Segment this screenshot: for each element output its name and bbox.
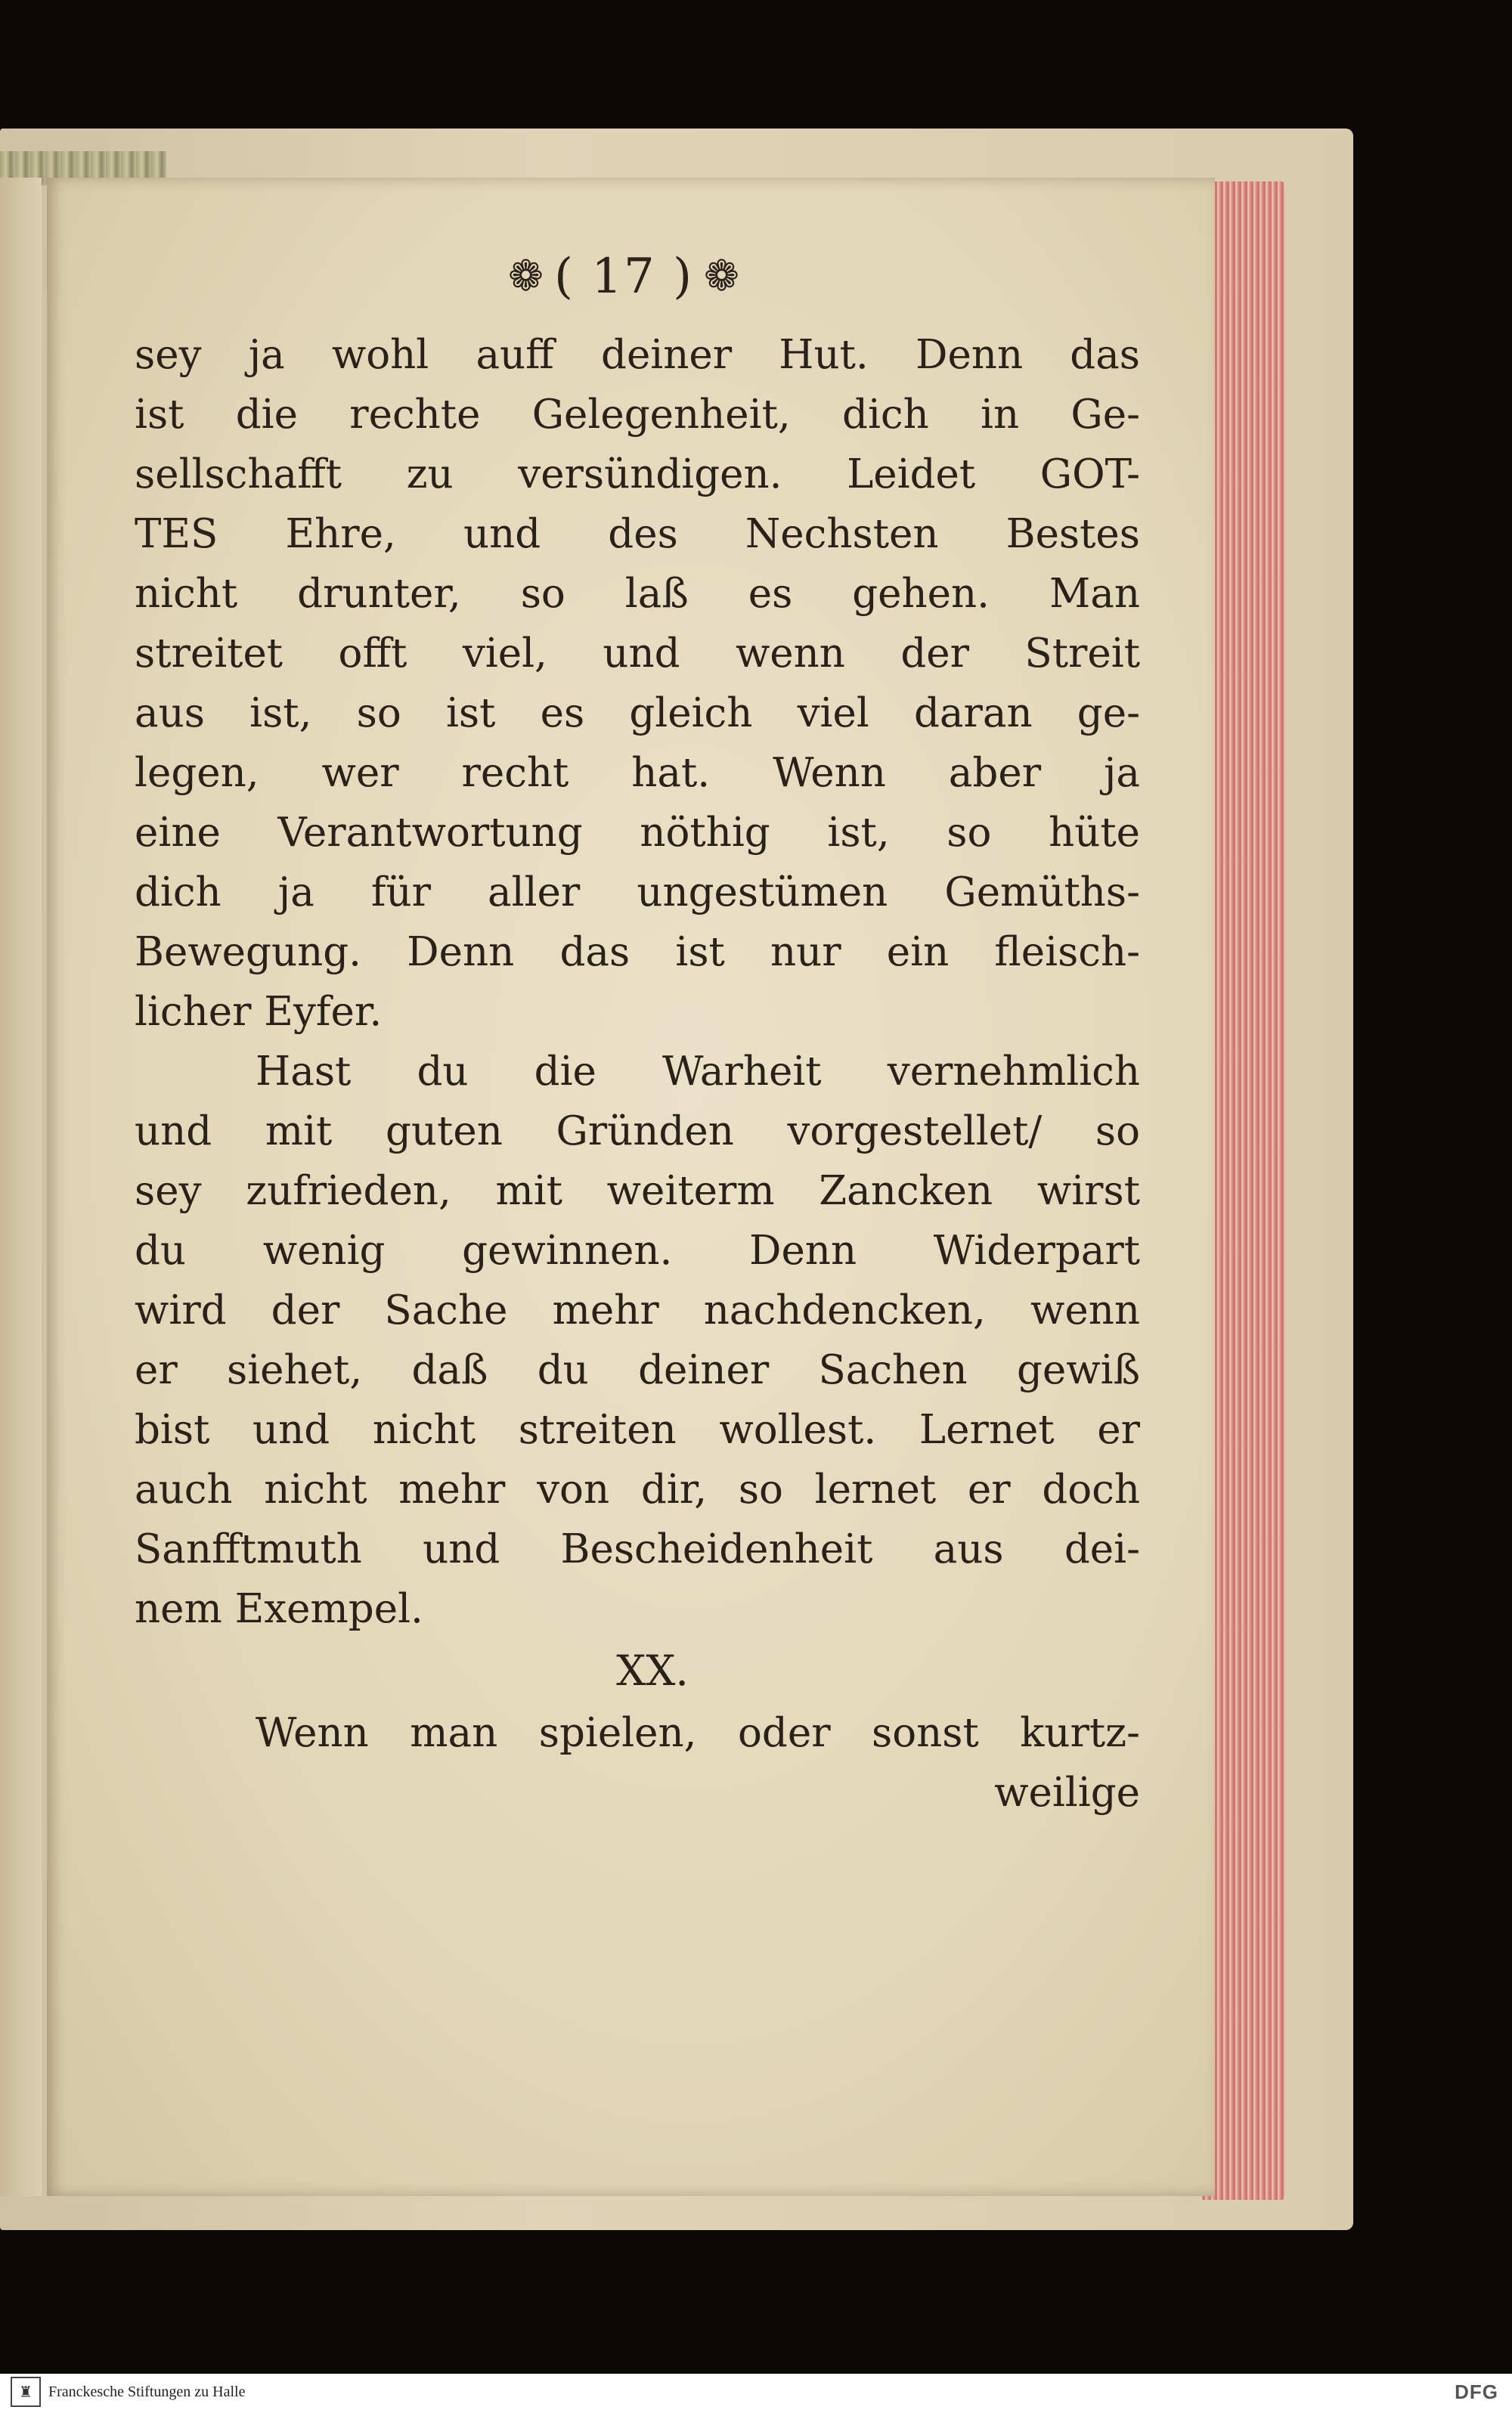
text-line: Sanfftmuth und Bescheidenheit aus dei-: [135, 1526, 1140, 1572]
page-number: ( 17 ): [553, 248, 694, 305]
text-line: wird der Sache mehr nachdencken, wenn: [135, 1287, 1140, 1334]
text-line: Bewegung. Denn das ist nur ein fleisch-: [135, 929, 1140, 975]
text-line: nicht drunter, so laß es gehen. Man: [135, 571, 1140, 617]
text-line: legen, wer recht hat. Wenn aber ja: [135, 750, 1140, 796]
page-header: [465, 240, 782, 312]
institution-credit: [0, 2377, 245, 2407]
page-text: [135, 325, 1140, 1823]
text-line: Hast du die Warheit vernehmlich: [256, 1049, 1140, 1095]
text-line: bist und nicht streiten wollest. Lernet er: [135, 1407, 1140, 1453]
text-line: aus ist, so ist es gleich viel daran ge-: [135, 690, 1140, 736]
text-line: licher Eyfer.: [135, 989, 383, 1035]
text-line: sey ja wohl auff deiner Hut. Denn das: [135, 332, 1140, 378]
text-line: dich ja für aller ungestümen Gemüths-: [135, 869, 1140, 915]
ornament-right-icon: ❁: [704, 251, 739, 301]
text-line: du wenig gewinnen. Denn Widerpart: [135, 1228, 1140, 1274]
text-line: er siehet, daß du deiner Sachen gewiß: [135, 1347, 1140, 1393]
text-line: und mit guten Gründen vorgestellet/ so: [135, 1108, 1140, 1154]
section-heading: XX.: [616, 1646, 689, 1695]
text-line: sey zufrieden, mit weiterm Zancken wirst: [135, 1168, 1140, 1214]
text-line: ist die rechte Gelegenheit, dich in Ge-: [135, 392, 1140, 438]
text-line: TES Ehre, und des Nechsten Bestes: [135, 511, 1140, 557]
text-line: sellschafft zu versündigen. Leidet GOT-: [135, 451, 1140, 497]
viewer-footer: [0, 2374, 1512, 2410]
catchword: weilige: [994, 1770, 1140, 1816]
section-text-line: Wenn man spielen, oder sonst kurtz-: [256, 1710, 1140, 1756]
ornament-left-icon: ❁: [508, 251, 544, 301]
text-line: eine Verantwortung nöthig ist, so hüte: [135, 810, 1140, 856]
institution-name: Franckesche Stiftungen zu Halle: [48, 2383, 246, 2400]
text-line: streitet offt viel, und wenn der Streit: [135, 630, 1140, 677]
institution-logo-icon: ♜: [11, 2377, 41, 2407]
text-line: auch nicht mehr von dir, so lernet er doch: [135, 1467, 1140, 1513]
text-line: nem Exempel.: [135, 1586, 423, 1632]
funder-logo: DFG: [1455, 2380, 1498, 2403]
facing-page-edge: [0, 178, 42, 2196]
